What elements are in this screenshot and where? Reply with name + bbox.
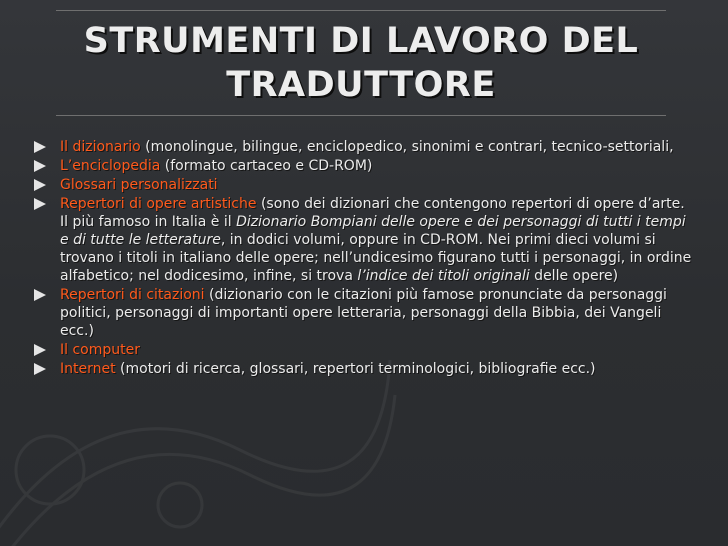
triangle-bullet-icon: [34, 198, 46, 210]
triangle-bullet-icon: [34, 179, 46, 191]
item-highlight: Il computer: [60, 342, 140, 358]
slide-title: STRUMENTI DI LAVORO DEL TRADUTTORE: [83, 21, 639, 105]
bullet-list: [34, 138, 694, 379]
list-item: [34, 157, 694, 175]
list-item: [34, 360, 694, 378]
list-item: [34, 195, 694, 285]
item-highlight: Repertori di opere artistiche: [60, 196, 257, 212]
item-text: , in dodici volumi, oppure in CD-ROM. Nei primi dieci volumi si trovano i titoli in italiano delle opere; nell’undicesimo figurano tutti i personaggi, in ordine alfabetico; nel dodicesimo, infine, si trova: [60, 232, 692, 284]
list-item: [34, 341, 694, 359]
list-item: [34, 138, 694, 156]
triangle-bullet-icon: [34, 363, 46, 375]
triangle-bullet-icon: [34, 141, 46, 153]
item-text: (formato cartaceo e CD-ROM): [160, 158, 373, 174]
item-highlight: Internet: [60, 361, 116, 377]
item-highlight: Il dizionario: [60, 139, 141, 155]
title-box: [56, 10, 666, 116]
item-highlight: Repertori di citazioni: [60, 287, 205, 303]
item-text: (sono dei dizionari che contengono repertori di opere d’arte. Il più famoso in Italia è il: [60, 196, 685, 230]
item-highlight: Glossari personalizzati: [60, 177, 218, 193]
item-highlight: L’enciclopedia: [60, 158, 161, 174]
item-italic-title: Dizionario Bompiani delle opere e dei personaggi di tutti i tempi e di tutte le letterature: [60, 214, 686, 248]
list-item: [34, 286, 694, 340]
triangle-bullet-icon: [34, 289, 46, 301]
triangle-bullet-icon: [34, 160, 46, 172]
item-text: delle opere): [529, 268, 619, 284]
list-item: [34, 176, 694, 194]
item-text: (motori di ricerca, glossari, repertori terminologici, bibliografie ecc.): [115, 361, 596, 377]
triangle-bullet-icon: [34, 344, 46, 356]
item-text: (dizionario con le citazioni più famose pronunciate da personaggi politici, personaggi di importanti opere letteraria, personaggi della Bibbia, dei Vangeli ecc.): [60, 287, 667, 339]
item-text: (monolingue, bilingue, enciclopedico, sinonimi e contrari, tecnico-settoriali,: [140, 139, 674, 155]
item-italic-title: l’indice dei titoli originali: [357, 268, 530, 284]
